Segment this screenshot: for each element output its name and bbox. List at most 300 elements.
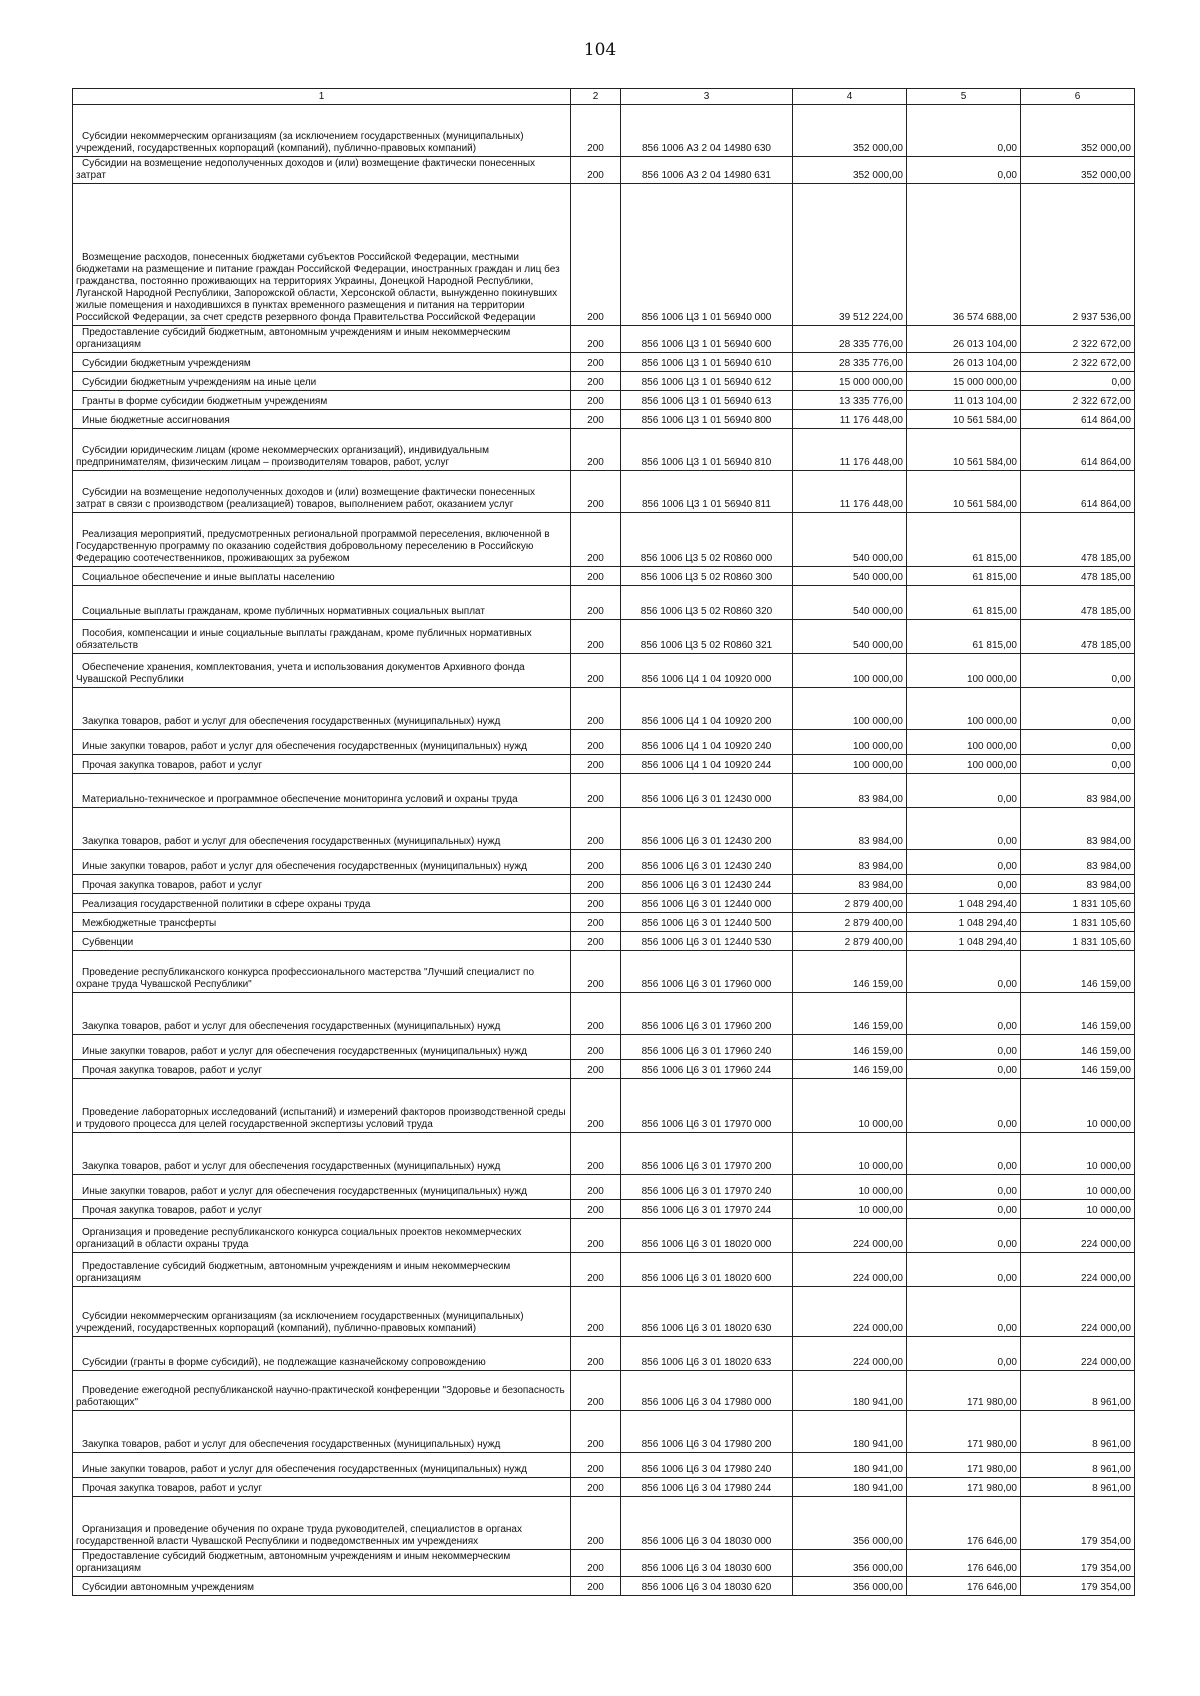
table-row: [73, 755, 1135, 774]
cell-classification: 856 1006 Ц3 5 02 R0860 321: [621, 620, 793, 654]
cell-amount-6: 224 000,00: [1021, 1219, 1135, 1253]
cell-amount-6: 83 984,00: [1021, 808, 1135, 850]
cell-description: [73, 1453, 571, 1478]
cell-amount-6: 83 984,00: [1021, 875, 1135, 894]
cell-classification: 856 1006 Ц6 3 01 12440 500: [621, 913, 793, 932]
cell-classification: 856 1006 Ц6 3 01 17960 200: [621, 993, 793, 1035]
row-description-text: Закупка товаров, работ и услуг для обеспечения государственных (муниципальных) нужд: [82, 836, 501, 847]
cell-classification: 856 1006 Ц3 1 01 56940 610: [621, 353, 793, 372]
cell-code: 200: [571, 1060, 621, 1079]
cell-code: 200: [571, 326, 621, 353]
cell-amount-5: 1 048 294,40: [907, 913, 1021, 932]
cell-amount-6: 10 000,00: [1021, 1175, 1135, 1200]
cell-classification: 856 1006 Ц3 5 02 R0860 320: [621, 586, 793, 620]
cell-code: 200: [571, 688, 621, 730]
cell-amount-5: 100 000,00: [907, 654, 1021, 688]
cell-description: [73, 755, 571, 774]
cell-amount-4: 83 984,00: [793, 875, 907, 894]
cell-description: [73, 894, 571, 913]
table-row: [73, 1035, 1135, 1060]
cell-amount-6: 2 322 672,00: [1021, 353, 1135, 372]
table-row: [73, 410, 1135, 429]
cell-code: 200: [571, 410, 621, 429]
cell-amount-4: 10 000,00: [793, 1133, 907, 1175]
row-description-text: Субсидии бюджетным учреждениям: [82, 358, 251, 369]
cell-classification: 856 1006 Ц3 1 01 56940 613: [621, 391, 793, 410]
cell-amount-4: 540 000,00: [793, 513, 907, 567]
cell-amount-5: 0,00: [907, 157, 1021, 184]
column-header-4: 4: [793, 89, 907, 105]
cell-code: 200: [571, 157, 621, 184]
row-description-text: Предоставление субсидий бюджетным, автономным учреждениям и иным некоммерческим организациям: [76, 1551, 511, 1574]
cell-amount-6: 83 984,00: [1021, 850, 1135, 875]
cell-amount-5: 0,00: [907, 993, 1021, 1035]
column-header-5: 5: [907, 89, 1021, 105]
cell-classification: 856 1006 Ц6 3 01 17970 000: [621, 1079, 793, 1133]
cell-description: [73, 429, 571, 471]
row-description-text: Предоставление субсидий бюджетным, автономным учреждениям и иным некоммерческим организациям: [76, 327, 511, 350]
row-description-text: Субсидии бюджетным учреждениям на иные цели: [82, 377, 317, 388]
cell-amount-5: 10 561 584,00: [907, 410, 1021, 429]
cell-classification: 856 1006 Ц6 3 04 18030 600: [621, 1550, 793, 1577]
cell-amount-4: 10 000,00: [793, 1079, 907, 1133]
cell-code: 200: [571, 1453, 621, 1478]
cell-description: [73, 184, 571, 326]
cell-amount-5: 61 815,00: [907, 567, 1021, 586]
budget-table: [72, 88, 1135, 1596]
table-row: [73, 1550, 1135, 1577]
cell-classification: 856 1006 Ц6 3 01 17970 240: [621, 1175, 793, 1200]
row-description-text: Субсидии автономным учреждениям: [82, 1582, 255, 1593]
row-description-text: Закупка товаров, работ и услуг для обеспечения государственных (муниципальных) нужд: [82, 1161, 501, 1172]
cell-description: [73, 1035, 571, 1060]
cell-amount-5: 0,00: [907, 1175, 1021, 1200]
cell-code: 200: [571, 1287, 621, 1337]
cell-amount-4: 224 000,00: [793, 1287, 907, 1337]
cell-description: [73, 951, 571, 993]
row-description-text: Иные бюджетные ассигнования: [82, 415, 230, 426]
cell-amount-4: 13 335 776,00: [793, 391, 907, 410]
cell-code: 200: [571, 471, 621, 513]
cell-amount-6: 0,00: [1021, 688, 1135, 730]
cell-description: [73, 1497, 571, 1550]
cell-amount-5: 0,00: [907, 850, 1021, 875]
cell-classification: 856 1006 Ц6 3 01 17960 000: [621, 951, 793, 993]
cell-amount-6: 478 185,00: [1021, 513, 1135, 567]
cell-amount-5: 61 815,00: [907, 586, 1021, 620]
table-row: [73, 372, 1135, 391]
cell-amount-6: 0,00: [1021, 755, 1135, 774]
cell-classification: 856 1006 Ц6 3 04 17980 244: [621, 1478, 793, 1497]
cell-classification: 856 1006 Ц6 3 01 18020 630: [621, 1287, 793, 1337]
cell-classification: 856 1006 Ц3 5 02 R0860 300: [621, 567, 793, 586]
cell-classification: 856 1006 Ц6 3 01 18020 000: [621, 1219, 793, 1253]
cell-code: 200: [571, 1200, 621, 1219]
table-row: [73, 586, 1135, 620]
cell-description: [73, 1371, 571, 1411]
table-row: [73, 184, 1135, 326]
page-number: 104: [583, 40, 617, 60]
cell-description: [73, 372, 571, 391]
cell-description: [73, 157, 571, 184]
table-row: [73, 1497, 1135, 1550]
cell-amount-6: 478 185,00: [1021, 586, 1135, 620]
cell-amount-5: 1 048 294,40: [907, 894, 1021, 913]
table-row: [73, 567, 1135, 586]
table-row: [73, 1079, 1135, 1133]
table-row: [73, 875, 1135, 894]
cell-code: 200: [571, 1253, 621, 1287]
cell-amount-6: 146 159,00: [1021, 951, 1135, 993]
header-row: [73, 89, 1135, 105]
cell-amount-6: 614 864,00: [1021, 429, 1135, 471]
cell-amount-6: 224 000,00: [1021, 1337, 1135, 1371]
cell-amount-5: 15 000 000,00: [907, 372, 1021, 391]
cell-classification: 856 1006 Ц4 1 04 10920 200: [621, 688, 793, 730]
cell-code: 200: [571, 755, 621, 774]
cell-classification: 856 1006 Ц6 3 01 12430 244: [621, 875, 793, 894]
cell-code: 200: [571, 1478, 621, 1497]
column-header-2: 2: [571, 89, 621, 105]
cell-classification: 856 1006 Ц6 3 01 12440 530: [621, 932, 793, 951]
cell-amount-4: 10 000,00: [793, 1175, 907, 1200]
cell-amount-6: 478 185,00: [1021, 567, 1135, 586]
cell-amount-4: 356 000,00: [793, 1550, 907, 1577]
row-description-text: Гранты в форме субсидии бюджетным учреждениям: [82, 396, 328, 407]
cell-description: [73, 1337, 571, 1371]
table-row: [73, 1478, 1135, 1497]
cell-amount-6: 146 159,00: [1021, 993, 1135, 1035]
cell-classification: 856 1006 Ц3 1 01 56940 811: [621, 471, 793, 513]
cell-amount-6: 352 000,00: [1021, 157, 1135, 184]
table-row: [73, 951, 1135, 993]
table-row: [73, 1219, 1135, 1253]
cell-description: [73, 1079, 571, 1133]
row-description-text: Прочая закупка товаров, работ и услуг: [82, 760, 263, 771]
cell-description: [73, 1060, 571, 1079]
cell-amount-5: 0,00: [907, 1337, 1021, 1371]
cell-description: [73, 1200, 571, 1219]
cell-description: [73, 913, 571, 932]
row-description-text: Субсидии (гранты в форме субсидий), не подлежащие казначейскому сопровождению: [82, 1357, 486, 1368]
cell-amount-4: 352 000,00: [793, 105, 907, 157]
cell-amount-6: 2 937 536,00: [1021, 184, 1135, 326]
cell-classification: 856 1006 Ц3 1 01 56940 810: [621, 429, 793, 471]
cell-code: 200: [571, 932, 621, 951]
table-row: [73, 1577, 1135, 1596]
cell-description: [73, 1219, 571, 1253]
row-description-text: Субсидии на возмещение недополученных доходов и (или) возмещение фактически понесенных затрат в связи с производством (реализацией) товаров, выполнением работ, оказанием услуг: [76, 487, 536, 510]
row-description-text: Проведение лабораторных исследований (испытаний) и измерений факторов производственной среды и трудового процесса для целей государственной экспертизы условий труда: [76, 1107, 566, 1130]
cell-code: 200: [571, 875, 621, 894]
cell-amount-4: 100 000,00: [793, 730, 907, 755]
cell-amount-6: 146 159,00: [1021, 1035, 1135, 1060]
cell-classification: 856 1006 Ц3 5 02 R0860 000: [621, 513, 793, 567]
cell-amount-4: 11 176 448,00: [793, 429, 907, 471]
table-row: [73, 105, 1135, 157]
row-description-text: Предоставление субсидий бюджетным, автономным учреждениям и иным некоммерческим организациям: [76, 1261, 511, 1284]
row-description-text: Организация и проведение республиканского конкурса социальных проектов некоммерческих организаций в области охраны труда: [76, 1227, 522, 1250]
cell-description: [73, 410, 571, 429]
row-description-text: Субсидии некоммерческим организациям (за исключением государственных (муниципальных) учреждений, государственных корпораций (компаний), публично-правовых компаний): [76, 1311, 524, 1334]
cell-amount-6: 83 984,00: [1021, 774, 1135, 808]
table-row: [73, 850, 1135, 875]
cell-code: 200: [571, 1550, 621, 1577]
cell-code: 200: [571, 1337, 621, 1371]
cell-amount-5: 0,00: [907, 1079, 1021, 1133]
row-description-text: Иные закупки товаров, работ и услуг для обеспечения государственных (муниципальных) нужд: [82, 1046, 527, 1057]
cell-amount-4: 83 984,00: [793, 774, 907, 808]
cell-classification: 856 1006 Ц6 3 01 12430 200: [621, 808, 793, 850]
row-description-text: Субвенции: [82, 937, 134, 948]
cell-classification: 856 1006 Ц6 3 04 17980 000: [621, 1371, 793, 1411]
row-description-text: Закупка товаров, работ и услуг для обеспечения государственных (муниципальных) нужд: [82, 1021, 501, 1032]
cell-code: 200: [571, 586, 621, 620]
cell-amount-4: 224 000,00: [793, 1253, 907, 1287]
table-body: [73, 105, 1135, 1596]
table-row: [73, 654, 1135, 688]
cell-amount-6: 10 000,00: [1021, 1079, 1135, 1133]
cell-code: 200: [571, 774, 621, 808]
cell-amount-4: 39 512 224,00: [793, 184, 907, 326]
cell-description: [73, 654, 571, 688]
cell-amount-6: 2 322 672,00: [1021, 391, 1135, 410]
cell-amount-4: 10 000,00: [793, 1200, 907, 1219]
table-row: [73, 688, 1135, 730]
cell-amount-6: 2 322 672,00: [1021, 326, 1135, 353]
cell-description: [73, 1287, 571, 1337]
cell-amount-6: 614 864,00: [1021, 471, 1135, 513]
cell-amount-5: 61 815,00: [907, 620, 1021, 654]
cell-amount-6: 1 831 105,60: [1021, 894, 1135, 913]
cell-code: 200: [571, 391, 621, 410]
cell-amount-5: 10 561 584,00: [907, 429, 1021, 471]
cell-code: 200: [571, 1371, 621, 1411]
table-row: [73, 391, 1135, 410]
cell-description: [73, 1577, 571, 1596]
cell-amount-6: 179 354,00: [1021, 1577, 1135, 1596]
cell-code: 200: [571, 1133, 621, 1175]
cell-code: 200: [571, 105, 621, 157]
row-description-text: Иные закупки товаров, работ и услуг для обеспечения государственных (муниципальных) нужд: [82, 741, 527, 752]
cell-amount-6: 614 864,00: [1021, 410, 1135, 429]
cell-amount-4: 11 176 448,00: [793, 410, 907, 429]
table-row: [73, 1287, 1135, 1337]
cell-description: [73, 1550, 571, 1577]
table-row: [73, 1337, 1135, 1371]
table-row: [73, 1371, 1135, 1411]
row-description-text: Реализация государственной политики в сфере охраны труда: [82, 899, 371, 910]
cell-classification: 856 1006 Ц4 1 04 10920 000: [621, 654, 793, 688]
row-description-text: Закупка товаров, работ и услуг для обеспечения государственных (муниципальных) нужд: [82, 716, 501, 727]
cell-amount-6: 1 831 105,60: [1021, 932, 1135, 951]
cell-amount-5: 171 980,00: [907, 1478, 1021, 1497]
table-row: [73, 932, 1135, 951]
row-description-text: Реализация мероприятий, предусмотренных региональной программой переселения, включенной в Государственную программу по оказанию содействия добровольному переселению в Российскую Федерацию соотечественников, проживающих за рубежом: [76, 529, 550, 564]
cell-amount-4: 356 000,00: [793, 1577, 907, 1596]
cell-amount-4: 180 941,00: [793, 1453, 907, 1478]
row-description-text: Возмещение расходов, понесенных бюджетами субъектов Российской Федерации, местными бюджетами на размещение и питание граждан Российской Федерации, иностранных граждан и лиц без гражданства, постоянно проживающих на территориях Украины, Донецкой Народной Республики, Луганской Народной Республики, Запорожской области, Херсонской области, вынужденно покинувших жилые помещения и находившихся в пунктах временного размещения и питания на территории Российской Федерации, за счет средств резервного фонда Правительства Российской Федерации: [76, 252, 560, 323]
cell-code: 200: [571, 1497, 621, 1550]
cell-classification: 856 1006 Ц6 3 01 17960 244: [621, 1060, 793, 1079]
cell-amount-4: 15 000 000,00: [793, 372, 907, 391]
cell-classification: 856 1006 Ц6 3 01 12430 240: [621, 850, 793, 875]
cell-description: [73, 1478, 571, 1497]
cell-amount-5: 0,00: [907, 1060, 1021, 1079]
table-row: [73, 1060, 1135, 1079]
cell-description: [73, 567, 571, 586]
cell-code: 200: [571, 730, 621, 755]
row-description-text: Иные закупки товаров, работ и услуг для обеспечения государственных (муниципальных) нужд: [82, 1186, 527, 1197]
cell-amount-5: 171 980,00: [907, 1411, 1021, 1453]
table-row: [73, 353, 1135, 372]
cell-classification: 856 1006 Ц4 1 04 10920 244: [621, 755, 793, 774]
row-description-text: Субсидии некоммерческим организациям (за исключением государственных (муниципальных) учреждений, государственных корпораций (компаний), публично-правовых компаний): [76, 131, 524, 154]
cell-code: 200: [571, 372, 621, 391]
table-row: [73, 993, 1135, 1035]
row-description-text: Проведение ежегодной республиканской научно-практической конференции "Здоровье и безопасность работающих": [76, 1385, 565, 1408]
cell-amount-4: 352 000,00: [793, 157, 907, 184]
cell-code: 200: [571, 1175, 621, 1200]
cell-code: 200: [571, 993, 621, 1035]
cell-classification: 856 1006 Ц3 1 01 56940 800: [621, 410, 793, 429]
cell-description: [73, 1133, 571, 1175]
cell-amount-5: 100 000,00: [907, 688, 1021, 730]
cell-amount-4: 2 879 400,00: [793, 913, 907, 932]
cell-amount-5: 0,00: [907, 1253, 1021, 1287]
cell-amount-5: 0,00: [907, 1133, 1021, 1175]
cell-amount-6: 146 159,00: [1021, 1060, 1135, 1079]
table-row: [73, 894, 1135, 913]
cell-code: 200: [571, 567, 621, 586]
table-row: [73, 326, 1135, 353]
row-description-text: Межбюджетные трансферты: [82, 918, 217, 929]
cell-code: 200: [571, 1219, 621, 1253]
cell-description: [73, 620, 571, 654]
cell-description: [73, 391, 571, 410]
cell-amount-5: 0,00: [907, 951, 1021, 993]
cell-amount-5: 0,00: [907, 808, 1021, 850]
cell-description: [73, 471, 571, 513]
row-description-text: Иные закупки товаров, работ и услуг для обеспечения государственных (муниципальных) нужд: [82, 861, 527, 872]
cell-amount-4: 100 000,00: [793, 654, 907, 688]
row-description-text: Проведение республиканского конкурса профессионального мастерства "Лучший специалист по охране труда Чувашской Республики": [76, 967, 535, 990]
cell-amount-5: 36 574 688,00: [907, 184, 1021, 326]
cell-code: 200: [571, 1411, 621, 1453]
cell-amount-5: 0,00: [907, 774, 1021, 808]
cell-amount-6: 8 961,00: [1021, 1371, 1135, 1411]
cell-amount-5: 100 000,00: [907, 730, 1021, 755]
cell-description: [73, 850, 571, 875]
column-header-6: 6: [1021, 89, 1135, 105]
cell-amount-4: 180 941,00: [793, 1411, 907, 1453]
cell-amount-4: 146 159,00: [793, 1035, 907, 1060]
row-description-text: Прочая закупка товаров, работ и услуг: [82, 1483, 263, 1494]
row-description-text: Прочая закупка товаров, работ и услуг: [82, 880, 263, 891]
cell-classification: 856 1006 Ц6 3 01 18020 600: [621, 1253, 793, 1287]
cell-amount-5: 10 561 584,00: [907, 471, 1021, 513]
column-header-1: 1: [73, 89, 571, 105]
cell-amount-4: 180 941,00: [793, 1478, 907, 1497]
cell-description: [73, 326, 571, 353]
cell-classification: 856 1006 Ц6 3 01 17960 240: [621, 1035, 793, 1060]
cell-amount-5: 0,00: [907, 1035, 1021, 1060]
cell-amount-4: 83 984,00: [793, 850, 907, 875]
row-description-text: Прочая закупка товаров, работ и услуг: [82, 1205, 263, 1216]
cell-description: [73, 875, 571, 894]
cell-classification: 856 1006 А3 2 04 14980 630: [621, 105, 793, 157]
cell-amount-5: 176 646,00: [907, 1550, 1021, 1577]
table-row: [73, 1175, 1135, 1200]
cell-amount-4: 146 159,00: [793, 951, 907, 993]
cell-classification: 856 1006 Ц4 1 04 10920 240: [621, 730, 793, 755]
cell-code: 200: [571, 654, 621, 688]
cell-code: 200: [571, 353, 621, 372]
cell-code: 200: [571, 429, 621, 471]
cell-amount-6: 8 961,00: [1021, 1478, 1135, 1497]
table-row: [73, 774, 1135, 808]
cell-amount-6: 8 961,00: [1021, 1453, 1135, 1478]
cell-amount-4: 180 941,00: [793, 1371, 907, 1411]
cell-amount-6: 0,00: [1021, 372, 1135, 391]
table-row: [73, 157, 1135, 184]
cell-classification: 856 1006 Ц6 3 01 17970 244: [621, 1200, 793, 1219]
cell-amount-5: 0,00: [907, 1219, 1021, 1253]
cell-amount-5: 0,00: [907, 875, 1021, 894]
cell-code: 200: [571, 894, 621, 913]
cell-code: 200: [571, 850, 621, 875]
cell-amount-5: 176 646,00: [907, 1497, 1021, 1550]
cell-description: [73, 353, 571, 372]
cell-amount-5: 171 980,00: [907, 1371, 1021, 1411]
cell-amount-4: 146 159,00: [793, 1060, 907, 1079]
cell-description: [73, 774, 571, 808]
cell-classification: 856 1006 Ц6 3 01 12440 000: [621, 894, 793, 913]
cell-classification: 856 1006 Ц6 3 04 17980 200: [621, 1411, 793, 1453]
cell-amount-4: 224 000,00: [793, 1337, 907, 1371]
cell-description: [73, 586, 571, 620]
table-row: [73, 471, 1135, 513]
cell-amount-4: 146 159,00: [793, 993, 907, 1035]
cell-amount-6: 224 000,00: [1021, 1253, 1135, 1287]
cell-description: [73, 993, 571, 1035]
row-description-text: Субсидии юридическим лицам (кроме некоммерческих организаций), индивидуальным предпринимателям, физическим лицам – производителям товаров, работ, услуг: [76, 445, 489, 468]
cell-classification: 856 1006 Ц6 3 01 17970 200: [621, 1133, 793, 1175]
cell-amount-4: 540 000,00: [793, 567, 907, 586]
row-description-text: Субсидии на возмещение недополученных доходов и (или) возмещение фактически понесенных затрат: [76, 158, 536, 181]
cell-amount-6: 0,00: [1021, 730, 1135, 755]
cell-amount-6: 179 354,00: [1021, 1497, 1135, 1550]
cell-amount-5: 26 013 104,00: [907, 353, 1021, 372]
cell-description: [73, 1175, 571, 1200]
row-description-text: Иные закупки товаров, работ и услуг для обеспечения государственных (муниципальных) нужд: [82, 1464, 527, 1475]
cell-description: [73, 688, 571, 730]
cell-classification: 856 1006 Ц6 3 01 18020 633: [621, 1337, 793, 1371]
cell-classification: 856 1006 Ц3 1 01 56940 000: [621, 184, 793, 326]
cell-code: 200: [571, 951, 621, 993]
cell-code: 200: [571, 913, 621, 932]
cell-amount-5: 171 980,00: [907, 1453, 1021, 1478]
cell-code: 200: [571, 808, 621, 850]
cell-amount-5: 0,00: [907, 105, 1021, 157]
cell-amount-5: 176 646,00: [907, 1577, 1021, 1596]
cell-code: 200: [571, 513, 621, 567]
cell-amount-4: 2 879 400,00: [793, 932, 907, 951]
table-row: [73, 1133, 1135, 1175]
cell-amount-4: 540 000,00: [793, 620, 907, 654]
cell-classification: 856 1006 Ц6 3 01 12430 000: [621, 774, 793, 808]
row-description-text: Социальные выплаты гражданам, кроме публичных нормативных социальных выплат: [82, 606, 485, 617]
